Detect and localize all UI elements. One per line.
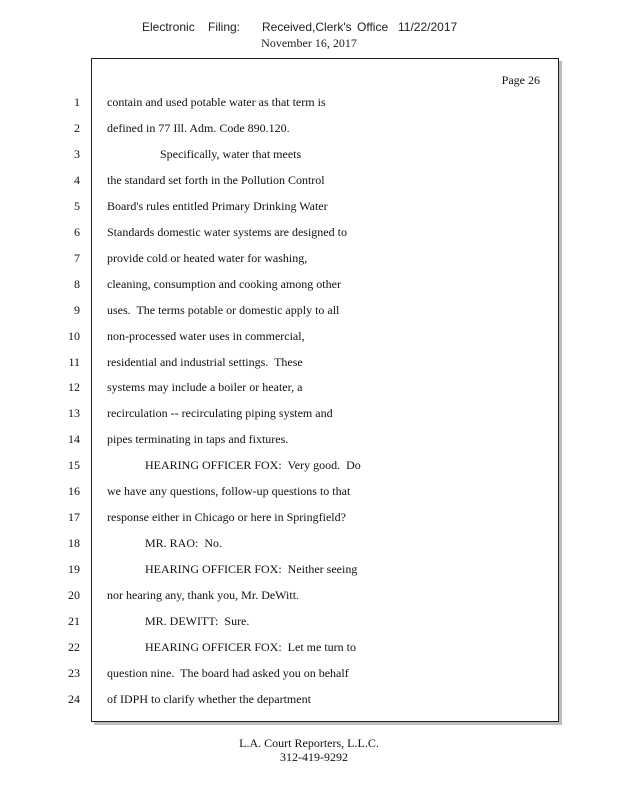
- transcript-line: [0, 432, 618, 448]
- line-text: Standards domestic water systems are designed to: [107, 224, 347, 239]
- line-number: 7: [74, 250, 80, 265]
- transcript-line: [0, 562, 618, 578]
- line-text: HEARING OFFICER FOX: Very good. Do: [145, 458, 361, 473]
- line-text: residential and industrial settings. These: [107, 354, 303, 369]
- transcript-line: [0, 225, 618, 241]
- line-text: question nine. The board had asked you on behalf: [107, 665, 349, 680]
- line-number: 9: [74, 302, 80, 317]
- line-text: systems may include a boiler or heater, a: [107, 380, 303, 395]
- line-text: pipes terminating in taps and fixtures.: [107, 432, 289, 447]
- transcript-line: [0, 147, 618, 163]
- line-number: 11: [68, 354, 80, 369]
- line-number: 1: [74, 95, 80, 109]
- transcript-line: [0, 510, 618, 526]
- line-number: 18: [68, 536, 80, 551]
- line-number: 21: [68, 614, 80, 628]
- transcript-line: [0, 484, 618, 500]
- transcript-line: [0, 277, 618, 293]
- line-text: HEARING OFFICER FOX: Let me turn to: [145, 639, 356, 654]
- transcript-line: [0, 640, 618, 656]
- transcript-line: [0, 199, 618, 215]
- transcript-line: [0, 692, 618, 708]
- transcript-line: [0, 251, 618, 267]
- line-text: response either in Chicago or here in Springfield?: [107, 510, 346, 525]
- transcript-line: [0, 588, 618, 604]
- transcript-line: [0, 121, 618, 137]
- transcript-line: [0, 536, 618, 552]
- page-number: Page 26: [501, 73, 540, 87]
- line-number: 20: [68, 588, 80, 603]
- footer-company: L.A. Court Reporters, L.L.C.: [239, 736, 379, 750]
- line-text: nor hearing any, thank you, Mr. DeWitt.: [107, 588, 300, 603]
- transcript-line: [0, 95, 618, 111]
- filing-date: 11/22/2017: [398, 20, 458, 34]
- transcript-line: [0, 303, 618, 319]
- line-number: 2: [74, 120, 80, 135]
- line-text: cleaning, consumption and cooking among other: [107, 276, 341, 291]
- line-number: 23: [68, 665, 80, 680]
- line-number: 10: [68, 328, 80, 343]
- line-number: 6: [74, 224, 80, 239]
- transcript-line: [0, 614, 618, 630]
- transcript-line: [0, 406, 618, 422]
- line-number: 13: [68, 406, 80, 421]
- transcript-line: [0, 329, 618, 345]
- line-text: provide cold or heated water for washing,: [107, 250, 308, 265]
- line-text: the standard set forth in the Pollution Control: [107, 172, 325, 187]
- line-number: 12: [68, 380, 80, 395]
- line-number: 3: [74, 146, 80, 161]
- transcript-line: [0, 355, 618, 371]
- transcript-line: [0, 380, 618, 396]
- line-text: Specifically, water that meets: [160, 146, 302, 161]
- transcript-line: [0, 173, 618, 189]
- line-text: HEARING OFFICER FOX: Neither seeing: [145, 562, 358, 577]
- transcript-line: [0, 666, 618, 682]
- filing-label: Filing:: [208, 20, 241, 34]
- line-number: 24: [68, 691, 80, 706]
- filing-office: Office: [357, 20, 389, 34]
- line-number: 4: [74, 172, 80, 187]
- line-number: 15: [68, 458, 80, 473]
- line-text: recirculation -- recirculating piping system and: [107, 406, 333, 421]
- line-text: we have any questions, follow-up questions to that: [107, 484, 351, 499]
- line-text: contain and used potable water as that term is: [107, 95, 326, 109]
- line-text: defined in 77 Ill. Adm. Code 890.120.: [107, 120, 290, 135]
- line-number: 19: [68, 562, 80, 577]
- line-number: 16: [68, 484, 80, 499]
- filing-stamp: [0, 20, 618, 36]
- filing-electronic: Electronic: [142, 20, 195, 34]
- line-number: 22: [68, 639, 80, 654]
- line-number: 14: [68, 432, 80, 447]
- line-text: non-processed water uses in commercial,: [107, 328, 305, 343]
- line-text: uses. The terms potable or domestic apply to all: [107, 302, 340, 317]
- line-text: MR. RAO: No.: [145, 536, 223, 551]
- transcript-date: November 16, 2017: [261, 36, 357, 50]
- line-number: 17: [68, 510, 80, 525]
- line-number: 8: [74, 276, 80, 291]
- line-number: 5: [74, 198, 80, 213]
- filing-received: Received,Clerk's: [262, 20, 352, 34]
- line-text: Board's rules entitled Primary Drinking Water: [107, 198, 328, 213]
- transcript-line: [0, 458, 618, 474]
- line-text: MR. DEWITT: Sure.: [145, 614, 250, 628]
- line-text: of IDPH to clarify whether the department: [107, 691, 311, 706]
- footer-phone: 312-419-9292: [280, 750, 348, 764]
